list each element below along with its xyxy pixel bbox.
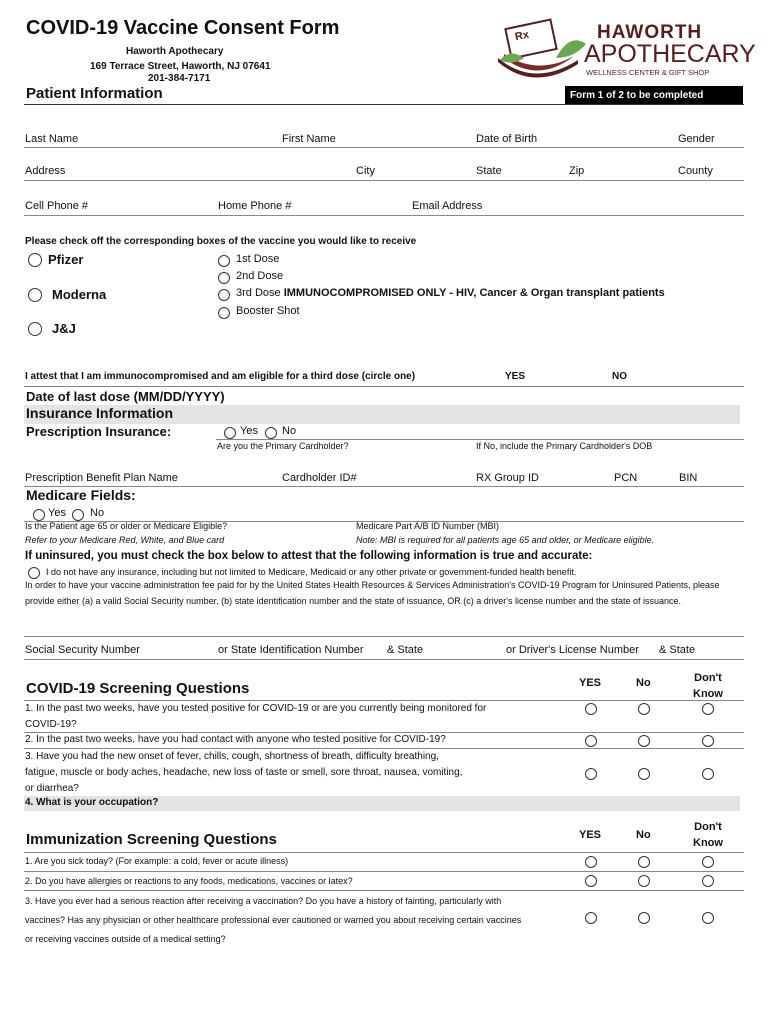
imm-col-dk: Don't Know [693, 821, 723, 849]
first-name-label: First Name [282, 133, 336, 145]
occupation-label: 4. What is your occupation? [25, 797, 159, 808]
moderna-label: Moderna [52, 287, 107, 302]
covid-col-yes: YES [579, 677, 602, 689]
logo-line2: APOTHECARY [584, 40, 756, 68]
dl-state-label: & State [659, 644, 696, 656]
state-id-label: or State Identification Number [218, 644, 364, 656]
vaccine-instruction: Please check off the corresponding boxes of the vaccine you would like to receive [25, 236, 417, 247]
attest-yes[interactable]: YES [505, 371, 526, 382]
immunization-heading: Immunization Screening Questions [26, 831, 277, 848]
pcn-label: PCN [614, 472, 638, 484]
dose3-prefix: 3rd Dose [236, 287, 281, 299]
imm-q2-yes-radio[interactable] [585, 875, 597, 887]
booster-label: Booster Shot [236, 305, 300, 317]
uninsured-checkbox-label: I do not have any insurance, including but not limited to Medicare, Medicaid or any other private or government-funded health benefit. [46, 567, 577, 577]
medicare-yes-label: Yes [48, 507, 66, 519]
form-badge: Form 1 of 2 to be completed [565, 86, 743, 105]
dose2-radio[interactable] [218, 272, 230, 284]
plan-name-label: Prescription Benefit Plan Name [25, 472, 178, 484]
logo-rx: Rx [513, 28, 531, 44]
covid-col-dk: Don't Know [693, 672, 723, 700]
primary-yes-label: Yes [240, 425, 258, 437]
gender-label: Gender [678, 133, 715, 145]
imm-q3-no-radio[interactable] [638, 912, 650, 924]
covid-q2-dk-radio[interactable] [702, 735, 714, 747]
insurance-heading: Insurance Information [26, 405, 174, 421]
email-label: Email Address [412, 200, 483, 212]
imm-q1: 1. Are you sick today? (For example: a cold, fever or acute illness) [25, 856, 289, 866]
address-label: Address [25, 165, 66, 177]
logo-line3: WELLNESS CENTER & GIFT SHOP [586, 68, 710, 77]
primary-no-radio[interactable] [265, 427, 277, 439]
medicare-no-label: No [90, 507, 105, 519]
org-name: Haworth Apothecary [126, 46, 224, 57]
imm-q3-dk-radio[interactable] [702, 912, 714, 924]
covid-q3-yes-radio[interactable] [585, 768, 597, 780]
state-id-state-label: & State [387, 644, 424, 656]
covid-screening-heading: COVID-19 Screening Questions [26, 680, 250, 697]
pfizer-radio[interactable] [28, 253, 42, 267]
covid-q3-dk-radio[interactable] [702, 768, 714, 780]
dose3-radio[interactable] [218, 289, 230, 301]
org-phone: 201-384-7171 [148, 73, 211, 84]
covid-q1-no-radio[interactable] [638, 703, 650, 715]
jj-radio[interactable] [28, 322, 42, 336]
primary-no-label: No [282, 425, 297, 437]
last-dose-label: Date of last dose (MM/DD/YYYY) [26, 389, 225, 404]
medicare-question: Is the Patient age 65 or older or Medicare Eligible? [25, 521, 228, 531]
dob-label: Date of Birth [476, 133, 538, 145]
medicare-card-ref: Refer to your Medicare Red, White, and Blue card [25, 535, 225, 545]
covid-q3-no-radio[interactable] [638, 768, 650, 780]
primary-dob-note: If No, include the Primary Cardholder's DOB [476, 441, 653, 451]
last-name-label: Last Name [25, 133, 79, 145]
cardholder-id-label: Cardholder ID# [282, 472, 357, 484]
moderna-radio[interactable] [28, 288, 42, 302]
zip-label: Zip [569, 165, 585, 177]
county-label: County [678, 165, 713, 177]
ssn-label: Social Security Number [25, 644, 140, 656]
mbi-label: Medicare Part A/B ID Number (MBI) [356, 521, 500, 531]
prescription-insurance-label: Prescription Insurance: [26, 424, 172, 439]
dose1-label: 1st Dose [236, 253, 280, 265]
imm-q2: 2. Do you have allergies or reactions to any foods, medications, vaccines or latex? [25, 876, 353, 886]
org-address: 169 Terrace Street, Haworth, NJ 07641 [90, 61, 271, 72]
uninsured-heading: If uninsured, you must check the box below to attest that the following information is true and accurate: [25, 550, 593, 562]
primary-question: Are you the Primary Cardholder? [217, 441, 349, 451]
logo-line1: HAWORTH [597, 22, 703, 43]
state-label: State [476, 165, 502, 177]
covid-q2-yes-radio[interactable] [585, 735, 597, 747]
imm-q3: 3. Have you ever had a serious reaction after receiving a vaccination? Do you have a history of fainting, particularly with vaccines? Has any physician or other healthcare professional ever cautioned or warned you about receiving certain vaccines or receiving vaccines outside of a medical setting? [25, 896, 522, 944]
imm-q1-yes-radio[interactable] [585, 856, 597, 868]
dose3-label [236, 287, 665, 299]
covid-col-no: No [636, 677, 651, 689]
city-label: City [356, 165, 375, 177]
dose3-note: IMMUNOCOMPROMISED ONLY - HIV, Cancer & Organ transplant patients [283, 287, 665, 299]
covid-q2: 2. In the past two weeks, have you had contact with anyone who tested positive for COVID-19? [25, 734, 446, 745]
imm-q3-yes-radio[interactable] [585, 912, 597, 924]
cell-phone-label: Cell Phone # [25, 200, 88, 212]
mbi-note: Note: MBI is required for all patients age 65 and older, or Medicare eligible. [356, 535, 655, 545]
dose2-label: 2nd Dose [236, 270, 284, 282]
bin-label: BIN [679, 472, 698, 484]
imm-q1-no-radio[interactable] [638, 856, 650, 868]
dose1-radio[interactable] [218, 255, 230, 267]
imm-q2-dk-radio[interactable] [702, 875, 714, 887]
imm-q1-dk-radio[interactable] [702, 856, 714, 868]
medicare-no-radio[interactable] [72, 509, 84, 521]
imm-col-no: No [636, 829, 651, 841]
attest-no[interactable]: NO [612, 371, 627, 382]
rx-group-label: RX Group ID [476, 472, 539, 484]
imm-q2-no-radio[interactable] [638, 875, 650, 887]
booster-radio[interactable] [218, 307, 230, 319]
patient-info-heading: Patient Information [26, 85, 163, 102]
medicare-heading: Medicare Fields: [26, 487, 136, 503]
uninsured-paragraph: In order to have your vaccine administration fee paid for by the United States Health Resources & Services Administration's COVID-19 Program for Uninsured Patients, please provide either (a) a valid Social Security number, (b) state identification number and the state of issuance, OR (c) a driver's license number and the state of issuance. [25, 580, 720, 606]
covid-q1-yes-radio[interactable] [585, 703, 597, 715]
form-title: COVID-19 Vaccine Consent Form [26, 17, 340, 39]
imm-col-yes: YES [579, 829, 602, 841]
dl-label: or Driver's License Number [506, 644, 639, 656]
attest-label: I attest that I am immunocompromised and am eligible for a third dose (circle one) [25, 371, 416, 382]
home-phone-label: Home Phone # [218, 200, 292, 212]
covid-q1-dk-radio[interactable] [702, 703, 714, 715]
primary-yes-radio[interactable] [224, 427, 236, 439]
covid-q2-no-radio[interactable] [638, 735, 650, 747]
jj-label: J&J [52, 321, 76, 336]
covid-q1: 1. In the past two weeks, have you tested positive for COVID-19 or are you currently being monitored for COVID-19? [25, 703, 487, 730]
covid-q3: 3. Have you had the new onset of fever, chills, cough, shortness of breath, difficulty breathing, fatigue, muscle or body aches, headache, new loss of taste or smell, sore throat, nausea, vomiting, or diarrhea? [25, 751, 463, 794]
pfizer-label: Pfizer [48, 252, 84, 267]
medicare-yes-radio[interactable] [33, 509, 45, 521]
